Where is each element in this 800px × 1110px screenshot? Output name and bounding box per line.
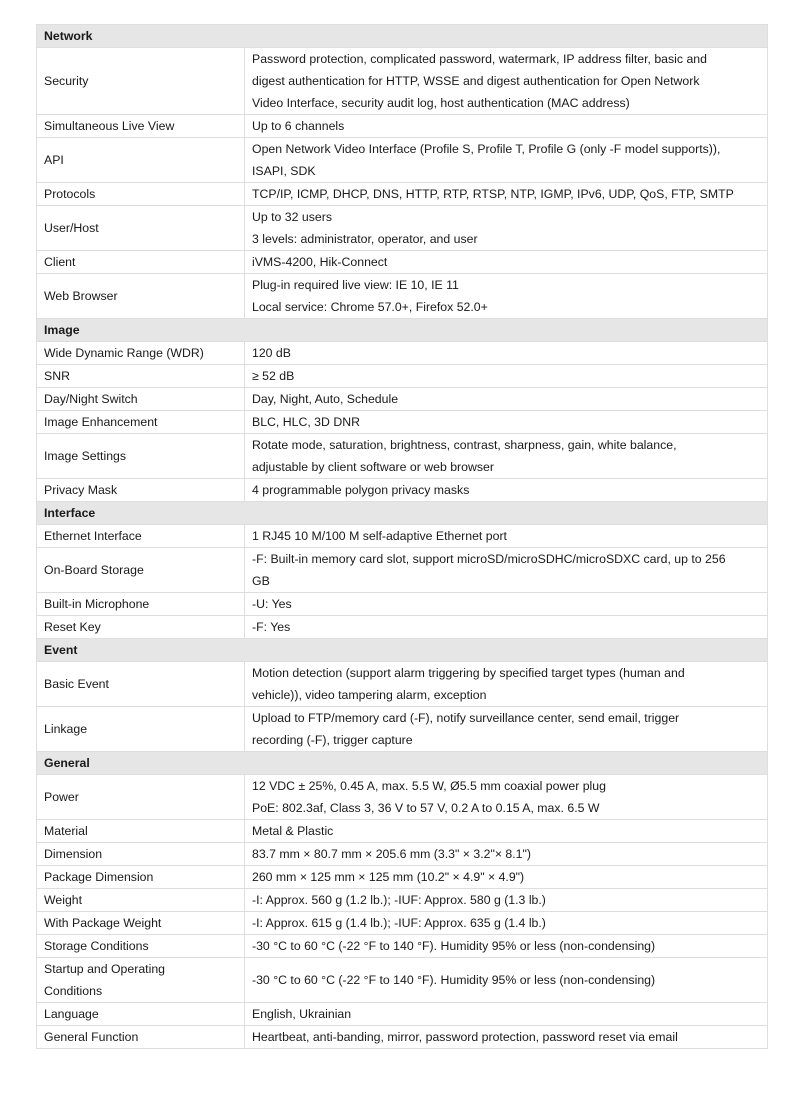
spec-value-line: Metal & Plastic — [252, 824, 334, 838]
section-header-image — [37, 319, 768, 342]
spec-label: Linkage — [37, 707, 245, 752]
spec-value-line: Up to 6 channels — [252, 119, 345, 133]
table-row — [37, 912, 768, 935]
spec-label: Image Settings — [37, 434, 245, 479]
spec-value-line: Open Network Video Interface (Profile S, Profile T, Profile G (only -F model supports)), — [252, 142, 721, 156]
spec-label: Language — [37, 1003, 245, 1026]
spec-value-line: BLC, HLC, 3D DNR — [252, 415, 360, 429]
spec-label: Storage Conditions — [37, 935, 245, 958]
spec-label: Basic Event — [37, 662, 245, 707]
spec-value-line: Local service: Chrome 57.0+, Firefox 52.0+ — [252, 300, 488, 314]
spec-value-line: GB — [252, 574, 270, 588]
spec-label: Privacy Mask — [37, 479, 245, 502]
table-row — [37, 593, 768, 616]
spec-value — [245, 662, 768, 707]
spec-value-line: Heartbeat, anti-banding, mirror, password protection, password reset via email — [252, 1030, 678, 1044]
spec-label: On-Board Storage — [37, 548, 245, 593]
section-header-network — [37, 25, 768, 48]
table-row — [37, 479, 768, 502]
spec-value — [245, 1026, 768, 1049]
spec-value — [245, 889, 768, 912]
table-row — [37, 138, 768, 183]
section-header-interface — [37, 502, 768, 525]
spec-value — [245, 479, 768, 502]
spec-value — [245, 274, 768, 319]
table-row — [37, 935, 768, 958]
table-row — [37, 662, 768, 707]
spec-value — [245, 935, 768, 958]
spec-value-line: 120 dB — [252, 346, 291, 360]
spec-label: Dimension — [37, 843, 245, 866]
spec-label: Client — [37, 251, 245, 274]
spec-label: Day/Night Switch — [37, 388, 245, 411]
spec-label: Simultaneous Live View — [37, 115, 245, 138]
spec-value-line: Day, Night, Auto, Schedule — [252, 392, 399, 406]
spec-label: Package Dimension — [37, 866, 245, 889]
spec-value-line: Video Interface, security audit log, host authentication (MAC address) — [252, 96, 630, 110]
specification-table-body — [37, 25, 768, 1049]
spec-value-line: 260 mm × 125 mm × 125 mm (10.2" × 4.9" × 4.9") — [252, 870, 525, 884]
table-row — [37, 183, 768, 206]
table-row — [37, 115, 768, 138]
spec-value — [245, 434, 768, 479]
spec-value — [245, 707, 768, 752]
table-row — [37, 48, 768, 115]
spec-label: Material — [37, 820, 245, 843]
specification-table — [36, 24, 768, 1049]
spec-value-line: ISAPI, SDK — [252, 164, 316, 178]
spec-label: Power — [37, 775, 245, 820]
spec-value-line: Rotate mode, saturation, brightness, contrast, sharpness, gain, white balance, — [252, 438, 677, 452]
table-row — [37, 434, 768, 479]
spec-value — [245, 411, 768, 434]
section-title: Network — [37, 25, 768, 48]
spec-value-line: -F: Built-in memory card slot, support microSD/microSDHC/microSDXC card, up to 256 — [252, 552, 726, 566]
spec-value — [245, 548, 768, 593]
spec-value-line: -I: Approx. 615 g (1.4 lb.); -IUF: Approx. 635 g (1.4 lb.) — [252, 916, 546, 930]
section-header-event — [37, 639, 768, 662]
table-row — [37, 843, 768, 866]
spec-value-line: English, Ukrainian — [252, 1007, 352, 1021]
spec-value-line: -30 °C to 60 °C (-22 °F to 140 °F). Humidity 95% or less (non-condensing) — [252, 973, 656, 987]
spec-value-line: ≥ 52 dB — [252, 369, 295, 383]
table-row — [37, 342, 768, 365]
spec-value-line: 12 VDC ± 25%, 0.45 A, max. 5.5 W, Ø5.5 mm coaxial power plug — [252, 779, 606, 793]
spec-value-line: recording (-F), trigger capture — [252, 733, 413, 747]
spec-label: Ethernet Interface — [37, 525, 245, 548]
spec-value — [245, 820, 768, 843]
table-row — [37, 411, 768, 434]
table-row — [37, 820, 768, 843]
table-row — [37, 1003, 768, 1026]
spec-value — [245, 616, 768, 639]
spec-value — [245, 342, 768, 365]
spec-sheet — [36, 24, 767, 1049]
table-row — [37, 889, 768, 912]
spec-value — [245, 958, 768, 1003]
spec-label: User/Host — [37, 206, 245, 251]
spec-value-line: 1 RJ45 10 M/100 M self-adaptive Ethernet port — [252, 529, 507, 543]
spec-value-line: Motion detection (support alarm triggering by specified target types (human and — [252, 666, 685, 680]
spec-value — [245, 115, 768, 138]
spec-value — [245, 593, 768, 616]
spec-value-line: Up to 32 users — [252, 210, 332, 224]
section-title: Interface — [37, 502, 768, 525]
spec-value — [245, 138, 768, 183]
section-title: Image — [37, 319, 768, 342]
spec-label: Weight — [37, 889, 245, 912]
spec-value — [245, 251, 768, 274]
table-row — [37, 1026, 768, 1049]
spec-value-line: -30 °C to 60 °C (-22 °F to 140 °F). Humidity 95% or less (non-condensing) — [252, 939, 656, 953]
table-row — [37, 274, 768, 319]
table-row — [37, 548, 768, 593]
spec-label: Security — [37, 48, 245, 115]
spec-label-line: Startup and Operating — [44, 962, 165, 976]
spec-value-line: TCP/IP, ICMP, DHCP, DNS, HTTP, RTP, RTSP, NTP, IGMP, IPv6, UDP, QoS, FTP, SMTP — [252, 187, 734, 201]
spec-value — [245, 843, 768, 866]
spec-label: Wide Dynamic Range (WDR) — [37, 342, 245, 365]
spec-value-line: 3 levels: administrator, operator, and user — [252, 232, 478, 246]
spec-value-line: -I: Approx. 560 g (1.2 lb.); -IUF: Approx. 580 g (1.3 lb.) — [252, 893, 546, 907]
spec-value — [245, 206, 768, 251]
table-row — [37, 206, 768, 251]
spec-value-line: digest authentication for HTTP, WSSE and digest authentication for Open Network — [252, 74, 700, 88]
spec-label-line: Conditions — [44, 984, 103, 998]
spec-label: Reset Key — [37, 616, 245, 639]
table-row — [37, 707, 768, 752]
spec-label — [37, 958, 245, 1003]
spec-label: SNR — [37, 365, 245, 388]
table-row — [37, 525, 768, 548]
table-row — [37, 251, 768, 274]
spec-value-line: 83.7 mm × 80.7 mm × 205.6 mm (3.3" × 3.2"× 8.1") — [252, 847, 531, 861]
table-row — [37, 616, 768, 639]
spec-label: General Function — [37, 1026, 245, 1049]
spec-label: Web Browser — [37, 274, 245, 319]
spec-value-line: -F: Yes — [252, 620, 291, 634]
spec-value — [245, 775, 768, 820]
spec-value — [245, 388, 768, 411]
spec-value-line: -U: Yes — [252, 597, 292, 611]
spec-value-line: PoE: 802.3af, Class 3, 36 V to 57 V, 0.2 A to 0.15 A, max. 6.5 W — [252, 801, 600, 815]
table-row — [37, 388, 768, 411]
section-title: General — [37, 752, 768, 775]
table-row — [37, 866, 768, 889]
spec-value-line: Plug-in required live view: IE 10, IE 11 — [252, 278, 459, 292]
spec-value-line: Upload to FTP/memory card (-F), notify surveillance center, send email, trigger — [252, 711, 680, 725]
spec-label: Image Enhancement — [37, 411, 245, 434]
table-row — [37, 775, 768, 820]
spec-value — [245, 525, 768, 548]
spec-value — [245, 48, 768, 115]
section-header-general — [37, 752, 768, 775]
spec-value-line: adjustable by client software or web browser — [252, 460, 494, 474]
spec-value — [245, 1003, 768, 1026]
table-row — [37, 365, 768, 388]
spec-value-line: iVMS-4200, Hik-Connect — [252, 255, 388, 269]
spec-label: Protocols — [37, 183, 245, 206]
spec-value — [245, 866, 768, 889]
spec-value — [245, 183, 768, 206]
spec-value-line: vehicle)), video tampering alarm, exception — [252, 688, 487, 702]
spec-label: With Package Weight — [37, 912, 245, 935]
spec-value-line: Password protection, complicated password, watermark, IP address filter, basic and — [252, 52, 707, 66]
table-row — [37, 958, 768, 1003]
spec-value-line: 4 programmable polygon privacy masks — [252, 483, 470, 497]
spec-label: Built-in Microphone — [37, 593, 245, 616]
section-title: Event — [37, 639, 768, 662]
spec-label: API — [37, 138, 245, 183]
spec-value — [245, 912, 768, 935]
spec-value — [245, 365, 768, 388]
